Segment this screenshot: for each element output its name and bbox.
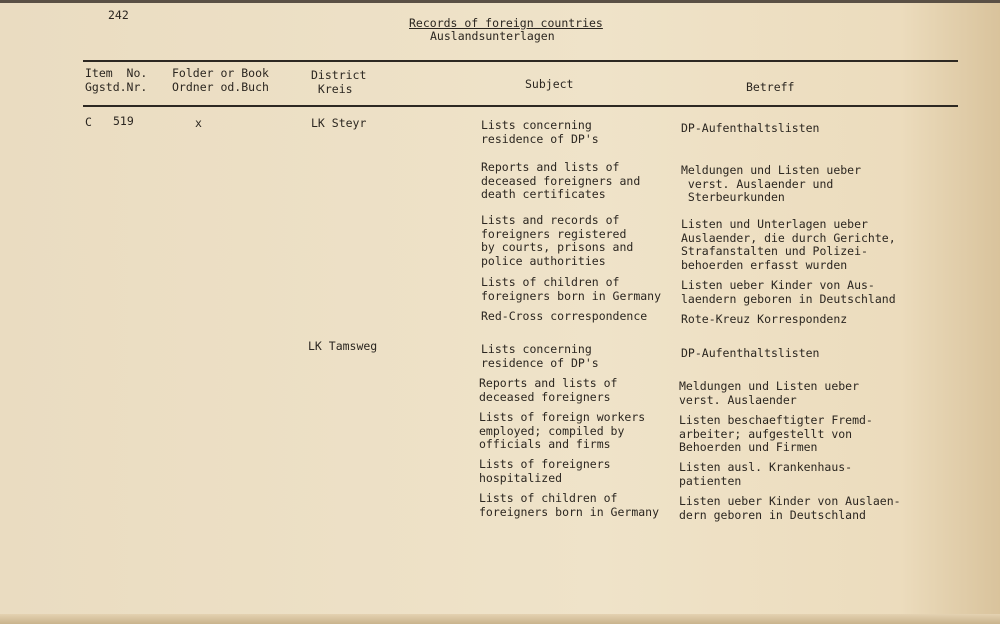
header-rule-bottom — [83, 105, 958, 107]
betreff-cell: Listen ueber Kinder von Auslaen- dern geboren in Deutschland — [679, 494, 901, 522]
subject-cell: Reports and lists of deceased foreigners and death certificates — [481, 160, 641, 202]
page-subtitle: Auslandsunterlagen — [430, 29, 555, 43]
subject-cell: Lists concerning residence of DP's — [481, 342, 599, 370]
subject-cell: Lists concerning residence of DP's — [481, 118, 599, 146]
item-number: 519 — [113, 114, 134, 128]
betreff-cell: DP-Aufenthaltslisten — [681, 121, 820, 135]
header-rule-top — [83, 60, 958, 62]
betreff-cell: DP-Aufenthaltslisten — [681, 346, 820, 360]
betreff-cell: Listen ausl. Krankenhaus- patienten — [679, 460, 853, 488]
betreff-cell: Listen ueber Kinder von Aus- laendern geboren in Deutschland — [681, 278, 896, 306]
district-name: LK Tamsweg — [308, 339, 378, 353]
betreff-cell: Listen beschaeftigter Fremd- arbeiter; aufgestellt von Behoerden und Firmen — [679, 413, 873, 455]
header-betreff: Betreff — [746, 80, 795, 94]
subject-cell: Red-Cross correspondence — [481, 309, 648, 323]
betreff-cell: Meldungen und Listen ueber verst. Auslaender und Sterbeurkunden — [681, 163, 862, 205]
folder-mark: x — [195, 116, 202, 130]
subject-cell: Lists and records of foreigners registered by courts, prisons and police authorities — [481, 213, 634, 268]
header-subject: Subject — [525, 77, 574, 91]
subject-cell: Lists of foreigners hospitalized — [479, 457, 611, 485]
betreff-cell: Rote-Kreuz Korrespondenz — [681, 312, 848, 326]
item-letter: C — [85, 115, 92, 129]
subject-cell: Reports and lists of deceased foreigners — [479, 376, 618, 404]
header-item: Item No. Ggstd.Nr. — [85, 66, 148, 94]
header-folder: Folder or Book Ordner od.Buch — [172, 66, 269, 94]
betreff-cell: Meldungen und Listen ueber verst. Auslaender — [679, 379, 860, 407]
betreff-cell: Listen und Unterlagen ueber Auslaender, die durch Gerichte, Strafanstalten und Polizei- behoerden erfasst wurden — [681, 217, 896, 272]
subject-cell: Lists of foreign workers employed; compiled by officials and firms — [479, 410, 646, 452]
page-edge — [0, 614, 1000, 624]
subject-cell: Lists of children of foreigners born in Germany — [479, 491, 660, 519]
page-number: 242 — [108, 8, 129, 22]
district-name: LK Steyr — [311, 116, 367, 130]
header-district: District Kreis — [311, 68, 367, 96]
page-title: Records of foreign countries — [409, 16, 603, 30]
subject-cell: Lists of children of foreigners born in Germany — [481, 275, 662, 303]
document-page — [0, 3, 1000, 624]
